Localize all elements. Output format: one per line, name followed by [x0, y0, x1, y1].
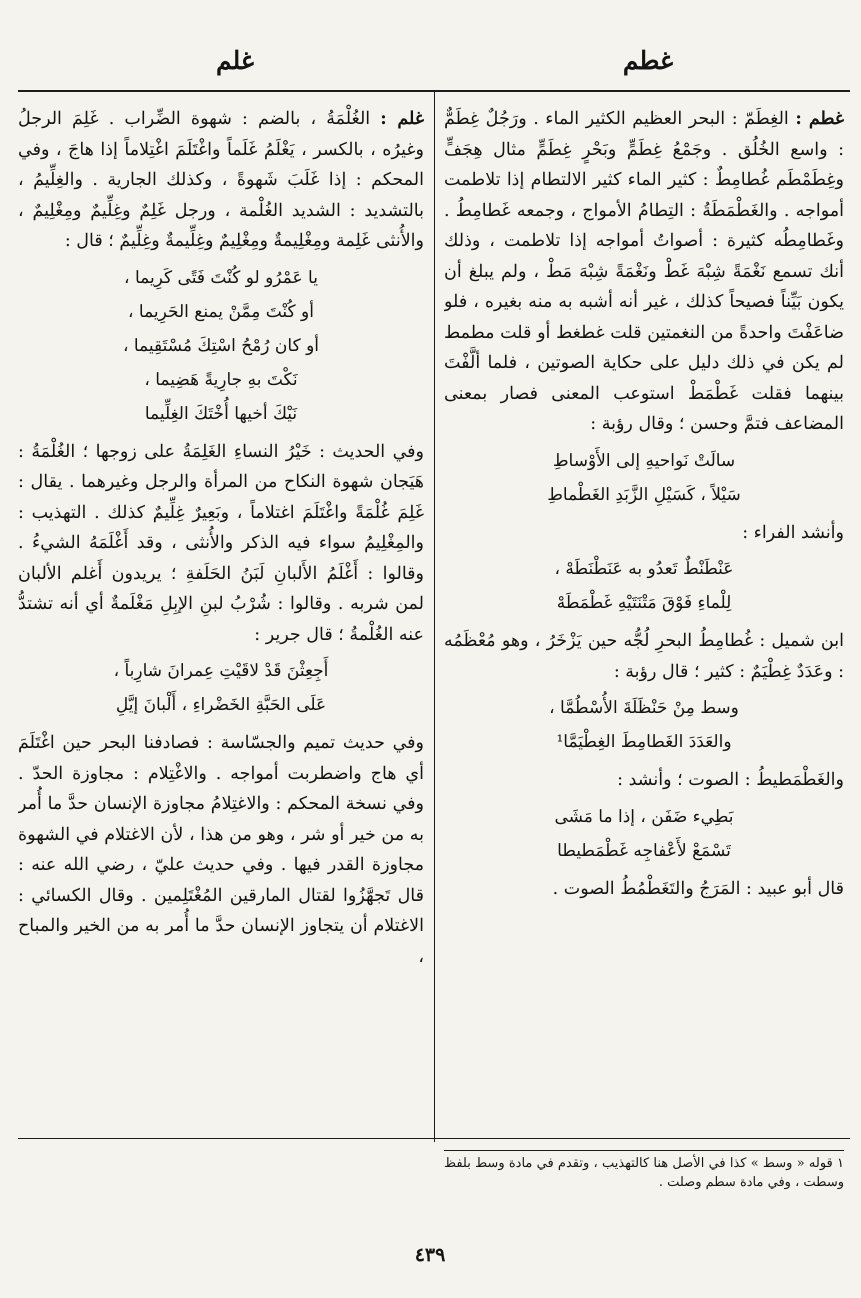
verse-line: لِلْماءِ فَوْقَ مَتْنَتَيْهِ غَطْمَطَهْ — [556, 593, 732, 613]
verse-block — [18, 261, 424, 431]
footnote: ١ قوله « وسط » كذا في الأصل هنا كالتهذيب ، وتقدم في مادة وسط بلفظ وسطت ، وفي مادة سطم وصلت . — [444, 1156, 844, 1190]
paragraph: وفي الحديث : خَيْرُ النساءِ الغَلِمَةُ على زوجها ؛ الغُلْمَةُ : هَيَجان شهوة النكاح من المرأة والرجل وغيرهما . يقال : غَلِمَ غُلْمَةً واغْتَلَمَ اغتلاماً ، وبَعِيرٌ غِلِّيمٌ كذلك . التهذيب : والمِغْلِيمُ سواء فيه الذكر والأُنثى ، وقد أَغْلَمَهُ الشيءُ . وقالوا : أَغْلَمُ الأَلبانِ لَبَنُ الحَلَفةِ ؛ يريدون أَغلم الألبان لمن شربه . وقالوا : شُرْبُ لبنِ الإبِلِ مَغْلَمةٌ أي أنه تشتدُّ عنه الغُلْمةُ ؛ قال جرير : — [18, 441, 424, 645]
verse-line: والعَدَدَ الغَطامِطَ الغِطْيَمَّا¹ — [556, 732, 732, 752]
verse-line: أو كان رُمْحُ اسْتِكَ مُسْتَقِيما ، — [122, 335, 320, 356]
entry-ghalam — [18, 104, 424, 257]
verse-line: وسط مِنْ حَنْظَلَةَ الأُسْطُمَّا ، — [549, 698, 739, 718]
verse-line: عَلَى الحَبَّةِ الخَضْراءِ ، أَلْبانَ إيَّلِ — [115, 695, 327, 715]
right-column — [444, 104, 844, 1134]
verse-line: نَكْتَ بهِ جارِيةً هَضِيما ، — [144, 369, 298, 390]
verse-line: سَيْلاً ، كَسَيْلِ الزَّبَدِ الغَطْماطِ — [547, 484, 741, 505]
footnote-rule — [444, 1150, 844, 1151]
verse-block — [444, 800, 844, 868]
verse-line: بَطِيء ضَفَن ، إذا ما مَشَى — [554, 806, 734, 827]
verse-line: عَنْطَنْطٌ تَعدُو به عَنَطْنَطَهْ ، — [554, 559, 734, 579]
entry-ghalam-text: الغُلْمَةُ ، بالضم : شهوة الضِّراب . غَلِمَ الرجلُ وغيرُه ، بالكسر ، يَغْلَمُ غَلَماً واغْتَلَمَ اغْتِلاماً إذا هاجَ ، وفي المحكم : إذا غَلَبَ شَهوةً ، وكذلك الجارية . والغِلِّيمُ ، بالتشديد : الشديد الغُلْمة ، ورجل غَلِمٌ وغِلِّيمٌ ومِغْلِيمٌ ، والأُنثى غَلِمة ومِغْلِيمةٌ ومِغْلِيمٌ وغِلِّيمةٌ وغِلِّيمٌ ؛ قال : — [18, 109, 424, 251]
verse-line: يا عَمْرُو لو كُنْتَ فَتًى كَرِيما ، — [124, 267, 318, 288]
verse-line: تَسْمَعْ لأَعْفاجِه غَطْمَطيطا — [557, 840, 731, 861]
verse-line: أو كُنْتَ مِمَّنْ يمنع الحَرِيما ، — [128, 301, 314, 322]
right-column-headword: غطم — [622, 46, 674, 75]
verse-line: نَيْكَ أخيها أُخْتَكَ الغِلِّيما — [144, 403, 298, 424]
verse-block — [444, 552, 844, 620]
entry-ghatam-headword: غطم : — [795, 109, 844, 129]
verse-line: أَجِعِثْنَ قَدْ لاقَيْتِ عِمرانَ شارِباً ، — [113, 661, 329, 681]
paragraph: قال أبو عبيد : المَرَجُ والتَغَطْمُطُ الصوت . — [552, 878, 844, 899]
left-column — [18, 104, 424, 1134]
verse-block — [444, 444, 844, 512]
paragraph: والغَطْمَطيطُ : الصوت ؛ وأنشد : — [617, 770, 844, 790]
footer-rule — [18, 1138, 850, 1139]
verse-block — [444, 691, 844, 759]
entry-ghatam-text: الغِطَمّ : البحر العظيم الكثير الماء . ورَجُلٌ غِطَمٌّ : واسع الخُلُق . وجَمْعُ غِطَمٍّ وبَحْرٍ غِطَمٍّ مثال هِجَفٍّ وغِطَمْطَم غُطامِطٌ : كثير الماء كثير الالتطام إذا تلاطمت أمواجه . والغَطْمَطَةُ : التِطامُ الأمواج ، وجمعه غَطامِطُ . وغَطامِطُه كثيرة : أصواتُ أمواجه إذا تلاطمت ، وذلك أنك تسمع نَغْمَةً شِبْهَ غَطْ ونَغْمَةً شِبْهَ مَطْ ، ولم يبلغ أن يكون بَيِّناً فصيحاً كذلك ، غير أنه أشبه به منه بغيره ، فلو ضاعَفْتَ واحدةً من النغمتين قلت غطغط أو قلت مطمط لم يكن في ذلك دليل على حكاية الصوتين ، فلما ألَّفْتَ بينهما فقلت غَطْمَطْ استوعب المعنى فصار بمعنى المضاعف فتمَّ وحسن ؛ وقال رؤبة : — [444, 109, 844, 434]
verse-line: سالَتْ نَواحيهِ إلى الأَوْساطِ — [552, 450, 736, 471]
entry-ghatam — [444, 104, 844, 440]
column-divider — [434, 92, 435, 1142]
paragraph: وأنشد الفراء : — [742, 522, 844, 543]
verse-block — [18, 654, 424, 722]
entry-ghalam-headword: غلم : — [380, 109, 424, 129]
paragraph: ابن شميل : غُطامِطُ البحرِ لُجُّه حين يَزْخَرُ ، وهو مُعْظَمُه : وعَدَدٌ غِطْيَمٌ : كثير ؛ قال رؤبة : — [444, 631, 844, 682]
left-column-headword: غلم — [216, 46, 254, 75]
page-number: ٤٣٩ — [414, 1244, 446, 1266]
paragraph: وفي حديث تميم والجسّاسة : فصادفنا البحر حين اغْتَلَمَ أي هاج واضطربت أمواجه . والاغْتِلام : مجاوزة الحدّ . وفي نسخة المحكم : والاغتِلامُ مجاوزة الإنسان حدَّ ما أُمر به من خير أو شر ، وهو من هذا ، لأن الاغتلام في الشهوة مجاوزة القدر فيها . وفي حديث عليّ ، رضي الله عنه : قال تَجهَّزُوا لقتال المارقين المُغْتَلِمين . وقال الكسائي : الاغتلام أن يتجاوز الإنسان حدَّ ما أُمر به من الخير والمباح ، — [18, 733, 424, 967]
